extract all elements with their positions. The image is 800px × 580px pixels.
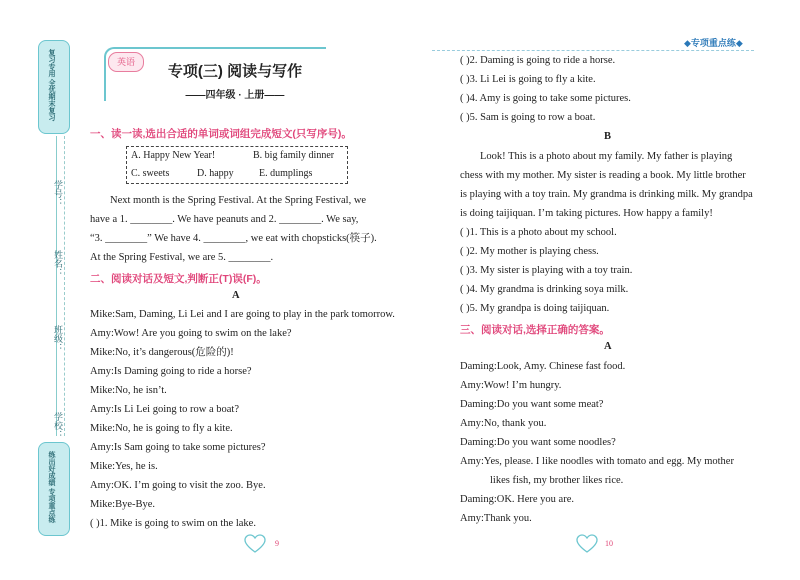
section-3-title: 三、阅读对话,选择正确的答案。 [460, 324, 610, 336]
dialogue-line: Amy:Wow! Are you going to swim on the lake? [90, 328, 292, 339]
section-2-title: 二、阅读对话及短文,判断正(T)误(F)。 [90, 273, 267, 285]
dialogue-line: Daming:Do you want some noodles? [460, 437, 616, 448]
word-option: E. dumplings [259, 168, 313, 179]
section-1-title: 一、读一读,选出合适的单词或词组完成短文(只写序号)。 [90, 128, 352, 140]
question-line: ( )3. My sister is playing with a toy train. [460, 265, 633, 276]
dialogue-line: Amy:Is Li Lei going to row a boat? [90, 404, 240, 415]
heart-icon [576, 534, 598, 554]
dialogue-line: Mike:Yes, he is. [90, 461, 158, 472]
top-right-tag: ◆专项重点练◆ [684, 38, 743, 48]
dialogue-line: Mike:No, he isn’t. [90, 385, 167, 396]
dialogue-line: Mike:Bye-Bye. [90, 499, 156, 510]
field-class-label: 班级： [53, 325, 63, 352]
margin-band [38, 40, 68, 530]
dialogue-line: Daming:OK. Here you are. [460, 494, 575, 505]
field-id-label: 学号： [53, 180, 63, 207]
question-line: ( )5. My grandpa is doing taijiquan. [460, 303, 610, 314]
field-school-label: 学校： [53, 412, 63, 439]
question-line: ( )3. Li Lei is going to fly a kite. [460, 74, 596, 85]
margin-bottom-pill-text: 练出好成绩 专项重点练 [48, 451, 56, 523]
passage-line: have a 1. ________. We have peanuts and 2. ________. We say, [90, 214, 359, 225]
question-line: ( )4. Amy is going to take some pictures. [460, 93, 631, 104]
dialogue-line: Amy:Is Sam going to take some pictures? [90, 442, 266, 453]
dialogue-line: Amy:Yes, please. I like noodles with tomato and egg. My mother [460, 456, 734, 467]
heart-icon [244, 534, 266, 554]
word-option: B. big family dinner [253, 150, 335, 161]
dialogue-line: likes fish, my brother likes rice. [490, 475, 624, 486]
margin-top-pill-text: 复习专用 全优期末复习 [48, 49, 56, 121]
dialogue-line: Mike:No, it’s dangerous(危险的)! [90, 347, 234, 358]
dialogue-line: Amy:OK. I’m going to visit the zoo. Bye. [90, 480, 266, 491]
top-right-rule [432, 50, 754, 51]
passage-b-line: is doing taijiquan. I’m taking pictures. How happy a family! [460, 208, 713, 219]
dialogue-line: Mike:Sam, Daming, Li Lei and I are going to play in the park tomorrow. [90, 309, 395, 320]
margin-bottom-pill [38, 442, 70, 536]
page-number-badge [576, 534, 613, 554]
dialogue-line: Amy:Thank you. [460, 513, 532, 524]
question-line: ( )1. Mike is going to swim on the lake. [90, 518, 256, 529]
passage-line: “3. ________” We have 4. ________, we eat with chopsticks(筷子). [90, 233, 377, 244]
page-number-badge [244, 534, 279, 554]
dialogue-line: Amy:Wow! I’m hungry. [460, 380, 562, 391]
word-option: C. sweets [131, 168, 170, 179]
dialogue-line: Daming:Look, Amy. Chinese fast food. [460, 361, 626, 372]
dialogue-line: Daming:Do you want some meat? [460, 399, 604, 410]
page-number: 10 [605, 539, 613, 548]
question-line: ( )2. Daming is going to ride a horse. [460, 55, 616, 66]
passage-b-line: Look! This is a photo about my family. My father is playing [480, 151, 733, 162]
page-number: 9 [275, 539, 279, 548]
question-line: ( )5. Sam is going to row a boat. [460, 112, 596, 123]
question-line: ( )1. This is a photo about my school. [460, 227, 617, 238]
passage-line: Next month is the Spring Festival. At the Spring Festival, we [110, 195, 367, 206]
page-title: 专项(三) 阅读与写作 [167, 63, 303, 80]
passage-b-line: is playing with a toy train. My grandma is drinking milk. My grandpa [460, 189, 753, 200]
dialogue-line: Mike:No, he is going to fly a kite. [90, 423, 233, 434]
sub-heading-b: B [604, 131, 612, 142]
sub-heading-a-right: A [604, 341, 612, 352]
dialogue-line: Amy:Is Daming going to ride a horse? [90, 366, 252, 377]
question-line: ( )4. My grandma is drinking soya milk. [460, 284, 629, 295]
subject-badge: 英语 [108, 52, 144, 72]
sub-heading-a: A [232, 290, 240, 301]
question-line: ( )2. My mother is playing chess. [460, 246, 599, 257]
page-subtitle: ——四年级 · 上册—— [185, 90, 285, 101]
passage-b-line: chess with my mother. My sister is reading a book. My little brother [460, 170, 746, 181]
margin-top-pill [38, 40, 70, 134]
word-option: D. happy [197, 168, 234, 179]
dialogue-line: Amy:No, thank you. [460, 418, 547, 429]
passage-line: At the Spring Festival, we are 5. ________. [90, 252, 274, 263]
field-name-label: 姓名： [53, 250, 63, 277]
word-option: A. Happy New Year! [131, 150, 216, 161]
word-bank [126, 146, 348, 184]
